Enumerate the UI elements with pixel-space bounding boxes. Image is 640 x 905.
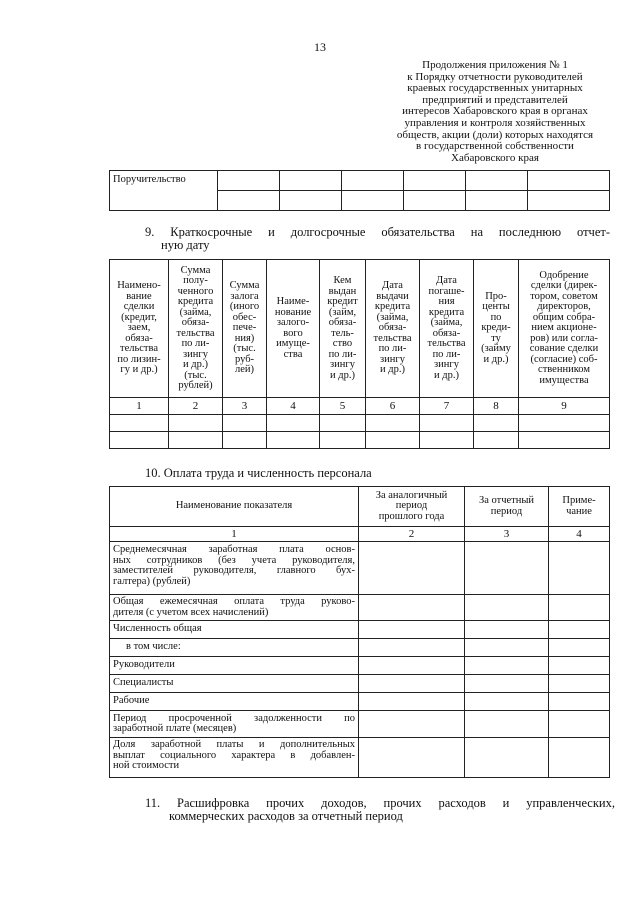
cell-text-line: ния) [234,332,255,344]
column-header [223,260,267,398]
table-cell [474,432,519,449]
table-cell [223,432,267,449]
row-label [110,711,359,738]
cell-text-line: (займ, [328,306,357,318]
table-cell [549,693,610,711]
column-number: 4 [549,527,610,542]
table-cell [465,675,549,693]
cell-text-line: ной стоимости [113,760,180,771]
table-cell [223,415,267,432]
cell-text-line: по ли- [432,348,461,360]
table-cell [359,711,465,738]
cell-text-line: (займа, [376,311,409,323]
cell-text-line: ственником [538,364,590,376]
cell-text-line: креди- [481,322,511,334]
cell-text-line: залога [230,290,259,302]
cell-text-line: общим собра- [532,311,596,323]
table-row [110,711,610,738]
table-cell [519,432,610,449]
cell-text-line: Сумма [229,280,260,292]
table-cell [359,675,465,693]
cell-text-line: Наиме- [276,296,310,307]
table-cell [169,415,223,432]
cell-text-line: Период просроченной задолженности по [113,712,355,724]
obligations-table [109,259,610,449]
table-cell [359,639,465,657]
cell-text-line: (займа, [179,306,212,318]
column-number: 2 [359,527,465,542]
page-number: 13 [314,40,326,54]
cell-text-line: погаше- [428,285,465,297]
section-11-title-line1: 11. Расшифровка прочих доходов, прочих расходов и управленческих, [145,796,615,810]
cell-text-line: заем, [127,322,151,334]
row-label: Численность общая [110,621,359,639]
table-cell [466,191,528,211]
cell-text-line: Доля заработной платы и дополнительных [113,739,355,750]
cell-text-line: За отчетный [478,495,535,506]
cell-text-line: имуще- [276,338,310,349]
section-10-title: 10. Оплата труда и численность персонала [145,466,372,480]
table-cell [474,415,519,432]
table-row [110,657,610,675]
table-cell [342,171,404,191]
cell-text-line: ства [283,348,303,360]
cell-text-line: центы [482,301,510,313]
table-row [110,675,610,693]
cell-text-line: (иного [229,301,260,313]
header-previous-period [359,487,465,527]
appendix-line: интересов Хабаровского края в органах [402,105,588,118]
cell-text-line: по ли- [378,343,407,355]
guarantee-table [109,170,610,211]
cell-text-line: зингу [330,359,355,370]
table-cell [549,657,610,675]
table-cell [359,542,465,595]
section-11-title [145,797,615,823]
table-cell [465,693,549,711]
table-cell [218,171,280,191]
row-label: Специалисты [110,675,359,693]
cell-text-line: залого- [276,317,310,328]
table-cell [359,738,465,778]
cell-text-line: (согласие) соб- [530,353,598,365]
cell-text-line: обяза- [432,327,461,339]
column-header [110,260,169,398]
appendix-heading [375,60,615,164]
obligations-header-row [110,260,610,398]
cell-text-line: Дата [436,275,457,286]
cell-text-line: рублей) [178,380,213,391]
cell-text-line: выплат социального характера в добавлен- [113,749,355,761]
table-cell [280,171,342,191]
cell-text-line: тель- [331,327,354,339]
table-cell [465,595,549,621]
cell-text-line: период [395,500,428,512]
column-number: 9 [519,398,610,415]
table-cell [169,432,223,449]
column-number: 1 [110,398,169,415]
cell-text-line: заместителей руководителя, главного бух- [113,565,355,576]
cell-text-line: нием акционе- [531,322,597,334]
payroll-table [109,486,610,778]
column-number: 2 [169,398,223,415]
cell-text-line: обяза- [181,317,210,328]
cell-text-line: (тыс. [233,343,256,355]
cell-text-line: Про- [485,290,507,302]
column-header [474,260,519,398]
cell-text-line: директоров, [537,301,591,313]
table-cell [280,191,342,211]
cell-text-line: тельства [373,332,412,344]
cell-text-line: полу- [183,275,208,286]
table-cell [404,191,466,211]
appendix-line: управления и контроля хозяйственных [404,116,586,129]
table-cell [218,191,280,211]
table-cell [465,639,549,657]
cell-text-line: вого [283,327,303,339]
cell-text-line: и др.) [183,359,208,370]
row-label: в том числе: [110,639,359,657]
appendix-line: Хабаровского края [451,151,539,164]
section-9-title-line1: 9. Краткосрочные и долгосрочные обязательства на последнюю отчет- [145,225,610,239]
cell-text-line: заработной плате (месяцев) [113,723,237,734]
section-9-title-line2: ную дату [161,238,210,252]
table-cell [359,657,465,675]
table-cell [320,432,366,449]
table-row [110,738,610,778]
table-cell [465,542,549,595]
table-cell [267,415,320,432]
cell-text-line: ченного [177,285,214,297]
row-label: Руководители [110,657,359,675]
column-header [169,260,223,398]
table-cell [549,621,610,639]
cell-text-line: руб- [234,353,255,365]
cell-text-line: по [490,311,502,323]
cell-text-line: имущества [539,374,589,386]
cell-text-line: по ли- [328,348,357,360]
cell-text-line: кредит [327,296,358,307]
cell-text-line: зингу [183,348,208,360]
table-row [110,595,610,621]
cell-text-line: (тыс. [184,369,207,381]
guarantee-label: Поручительство [110,171,218,211]
table-cell [465,621,549,639]
header-current-period [465,487,549,527]
table-cell [366,432,420,449]
cell-text-line: ство [332,338,353,349]
table-cell [359,595,465,621]
table-cell [519,415,610,432]
column-header [519,260,610,398]
cell-text-line: лей) [234,364,255,376]
cell-text-line: и др.) [330,369,355,381]
column-number: 3 [465,527,549,542]
header-note [549,487,610,527]
row-label: Рабочие [110,693,359,711]
cell-text-line: За аналогичный [375,489,448,501]
table-cell [466,171,528,191]
table-cell [528,191,610,211]
section-11-title-line2: коммерческих расходов за отчетный период [169,809,403,823]
cell-text-line: пече- [232,322,257,334]
table-cell [465,657,549,675]
table-cell [420,415,474,432]
appendix-line: краевых государственных унитарных [407,82,583,95]
cell-text-line: чание [566,505,592,517]
column-header [320,260,366,398]
cell-text-line: тельства [119,343,158,355]
table-cell [359,621,465,639]
cell-text-line: обяза- [378,322,407,334]
cell-text-line: вание [126,290,152,302]
column-number: 5 [320,398,366,415]
cell-text-line: прошлого года [378,510,445,522]
column-number: 7 [420,398,474,415]
cell-text-line: сование сделки [529,343,599,355]
table-cell [320,415,366,432]
table-cell [549,675,610,693]
cell-text-line: обяза- [125,332,153,344]
cell-text-line: Среднемесячная заработная плата основ- [113,544,355,555]
column-number-row [110,398,610,415]
table-cell [420,432,474,449]
cell-text-line: тором, советом [530,290,598,302]
cell-text-line: тельства [427,338,466,349]
table-row [110,693,610,711]
cell-text-line: (кредит, [121,311,157,323]
row-label [110,738,359,778]
column-number: 1 [110,527,359,542]
cell-text-line: гу и др.) [120,364,158,376]
table-row [110,621,610,639]
column-number: 4 [267,398,320,415]
column-number: 8 [474,398,519,415]
table-cell [528,171,610,191]
cell-text-line: Сумма [180,264,211,276]
table-cell [342,191,404,211]
table-cell [110,415,169,432]
cell-text-line: кредита [177,296,214,307]
table-cell [465,711,549,738]
cell-text-line: Одобрение [539,269,589,281]
table-cell [549,639,610,657]
appendix-line: предприятий и представителей [422,93,568,106]
table-cell [366,415,420,432]
cell-text-line: тельства [176,327,215,339]
cell-text-line: зингу [434,359,459,370]
cell-text-line: ния [438,296,455,307]
cell-text-line: дителя (с учетом всех начислений) [113,606,269,618]
cell-text-line: галтера) (рублей) [113,575,191,587]
cell-text-line: Приме- [562,495,596,506]
section-9-title [145,226,610,252]
table-cell [549,711,610,738]
column-number: 6 [366,398,420,415]
row-label [110,595,359,621]
cell-text-line: ту [491,332,501,344]
cell-text-line: по ли- [181,338,210,349]
cell-text-line: обяза- [328,317,357,328]
column-header [267,260,320,398]
cell-text-line: Кем [333,275,352,286]
table-row [110,542,610,595]
cell-text-line: кредита [374,301,411,313]
table-cell [267,432,320,449]
cell-text-line: Дата [382,280,403,292]
table-row [110,415,610,432]
appendix-line: к Порядку отчетности руководителей [407,70,583,83]
cell-text-line: нование [274,306,312,318]
cell-text-line: и др.) [434,369,459,381]
cell-text-line: и др.) [483,353,509,365]
table-row [110,432,610,449]
table-cell [549,738,610,778]
cell-text-line: (займа, [430,317,463,328]
appendix-line: Продолжения приложения № 1 [422,59,568,71]
table-cell [110,432,169,449]
cell-text-line: период [490,505,523,517]
cell-text-line: (займу [481,343,511,355]
cell-text-line: по лизин- [117,353,161,365]
row-label [110,542,359,595]
header-indicator-name: Наименование показателя [110,487,359,527]
cell-text-line: выдачи [376,290,409,302]
cell-text-line: Наимено- [117,280,161,292]
table-cell [404,171,466,191]
column-header [366,260,420,398]
table-cell [549,542,610,595]
cell-text-line: ров) или согла- [530,332,598,344]
column-header [420,260,474,398]
cell-text-line: и др.) [380,364,405,376]
table-cell [549,595,610,621]
cell-text-line: сделки (дирек- [530,280,598,292]
payroll-header-row [110,487,610,527]
column-number: 3 [223,398,267,415]
cell-text-line: выдан [328,285,357,297]
table-cell [359,693,465,711]
appendix-line: в государственной собственности [416,140,574,153]
cell-text-line: зингу [380,353,405,365]
cell-text-line: ных сотрудников (без учета руководителя, [113,554,355,566]
appendix-line: обществ, акции (доли) которых находятся [396,128,594,141]
cell-text-line: кредита [428,306,465,318]
cell-text-line: обес- [232,311,257,323]
cell-text-line: Общая ежемесячная оплата труда руково- [113,596,355,607]
cell-text-line: сделки [123,301,155,313]
table-cell [465,738,549,778]
column-number-row [110,527,610,542]
table-row [110,639,610,657]
